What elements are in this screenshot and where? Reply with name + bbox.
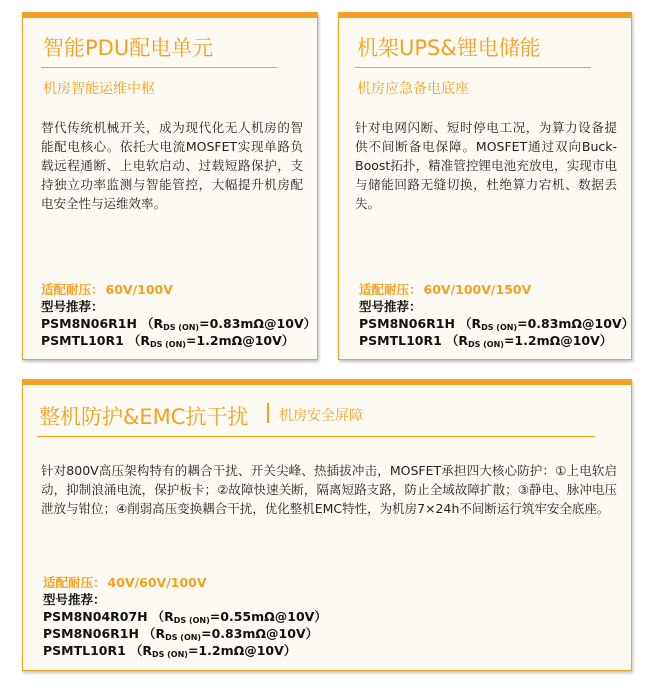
voltage-rating: [359, 280, 531, 298]
model-value: =0.83mΩ@10V）: [201, 626, 319, 641]
voltage-value: 60V/100V/150V: [423, 282, 532, 297]
model-item: [359, 314, 634, 332]
model-sub: DS (ON): [163, 323, 200, 332]
model-part: PSMTL10R1: [43, 643, 126, 658]
card-rack-ups: [338, 12, 635, 360]
model-open: （R: [140, 316, 164, 331]
model-value: =1.2mΩ@10V）: [187, 643, 297, 658]
card-title: 机架UPS&锂电储能: [357, 36, 541, 60]
model-part: PSM8N06R1H: [359, 316, 455, 331]
model-part: PSMTL10R1: [359, 333, 442, 348]
card-subtitle: 机房应急备电底座: [357, 81, 469, 97]
model-part: PSMTL10R1: [41, 333, 124, 348]
model-open: （R: [129, 643, 152, 658]
title-separator-bar: [267, 403, 269, 423]
voltage-label: 适配耐压：: [43, 575, 106, 590]
model-sub: DS (ON): [481, 323, 518, 332]
card-description: 针对电网闪断、短时停电工况，为算力设备提供不间断备电保障。MOSFET通过双向Buck-Boost拓扑，精准管控锂电池充放电，实现市电与储能回路无缝切换，杜绝算力宕机、数据丢失。: [355, 120, 617, 211]
model-value: =0.83mΩ@10V）: [517, 316, 635, 331]
model-item: [359, 331, 612, 349]
title-divider: [37, 436, 595, 437]
model-sub: DS (ON): [151, 650, 188, 659]
voltage-label: 适配耐压：: [359, 282, 422, 297]
voltage-value: 60V/100V: [105, 282, 173, 297]
model-part: PSM8N04R07H: [43, 609, 148, 624]
model-part: PSM8N06R1H: [41, 316, 137, 331]
model-item: [41, 331, 294, 349]
model-item: [43, 624, 318, 642]
voltage-value: 40V/60V/100V: [107, 575, 207, 590]
card-subtitle: 机房智能运维中枢: [43, 81, 155, 97]
model-sub: DS (ON): [165, 633, 202, 642]
model-part: PSM8N06R1H: [43, 626, 139, 641]
model-open: （R: [151, 609, 174, 624]
card-smart-pdu: [22, 12, 318, 360]
model-sub: DS (ON): [467, 340, 504, 349]
model-value: =0.55mΩ@10V）: [209, 609, 327, 624]
card-emc-protection: [22, 379, 632, 671]
model-value: =0.83mΩ@10V）: [199, 316, 317, 331]
voltage-label: 适配耐压：: [41, 282, 104, 297]
model-open: （R: [142, 626, 166, 641]
model-item: [43, 607, 327, 625]
card-title: 整机防护&EMC抗干扰: [39, 405, 249, 429]
model-sub: DS (ON): [149, 340, 186, 349]
model-value: =1.2mΩ@10V）: [503, 333, 613, 348]
card-title: 智能PDU配电单元: [43, 36, 214, 60]
voltage-rating: [43, 573, 207, 591]
model-open: （R: [458, 316, 482, 331]
card-description: 替代传统机械开关，成为现代化无人机房的智能配电核心。依托大电流MOSFET实现单路负载远程通断、上电软启动、过载短路保护，支持独立功率监测与智能管控，大幅提升机房配电安全性与运维效率。: [41, 120, 303, 211]
model-value: =1.2mΩ@10V）: [185, 333, 295, 348]
models-label: 型号推荐：: [359, 299, 422, 314]
card-subtitle: 机房安全屏障: [279, 408, 363, 424]
model-item: [41, 314, 316, 332]
title-divider: [355, 67, 591, 68]
model-open: （R: [445, 333, 468, 348]
model-sub: DS (ON): [173, 616, 210, 625]
models-label: 型号推荐：: [43, 592, 106, 607]
voltage-rating: [41, 280, 173, 298]
model-item: [43, 641, 296, 659]
card-description: 针对800V高压架构特有的耦合干扰、开关尖峰、热插拔冲击，MOSFET承担四大核心防护：①上电软启动，抑制浪涌电流，保护板卡；②故障快速关断，隔离短路支路，防止全域故障扩散；③静电、脉冲电压泄放与钳位；④削弱高压变换耦合干扰，优化整机EMC特性，为机房7×24h不间断运行筑牢安全底座。: [41, 463, 617, 516]
model-open: （R: [127, 333, 150, 348]
models-label: 型号推荐：: [41, 299, 104, 314]
title-divider: [41, 67, 277, 68]
